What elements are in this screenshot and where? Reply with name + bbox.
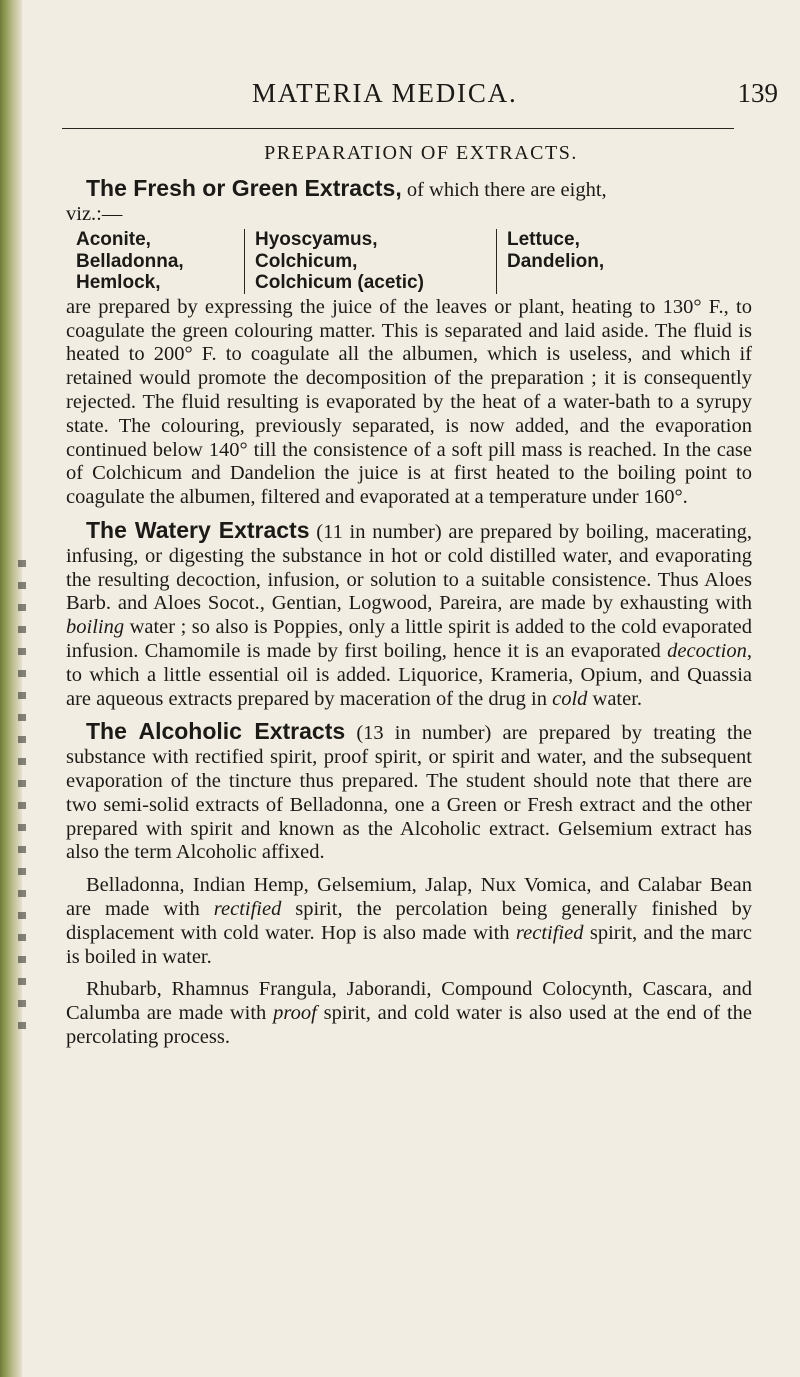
fresh-extracts-intro-text: of which there are eight, — [401, 178, 607, 201]
plant-column-2 — [244, 229, 496, 294]
watery-emphasis: cold — [552, 687, 588, 710]
alcoholic-extracts-heading: The Alcoholic Extracts — [86, 718, 346, 745]
watery-emphasis: decoction, — [667, 640, 752, 663]
page-number: 139 — [737, 78, 778, 108]
plant-name: Dandelion, — [507, 250, 605, 272]
watery-extracts-paragraph — [66, 519, 752, 711]
watery-extracts-heading: The Watery Extracts — [86, 517, 310, 544]
running-head — [62, 78, 800, 114]
alcoholic-text: spirit, and cold water is also used at the end of the percolating process. — [66, 1002, 752, 1048]
plant-name: Aconite, — [76, 229, 151, 251]
alcoholic-extracts-paragraph — [66, 720, 752, 865]
fresh-extracts-body: are prepared by expressing the juice of the leaves or plant, heating to 130° F., to coagulate the green colouring matter. This is separated and laid aside. The fluid is heated to 200° F. to coagulate all the albumen, which is useless, and which if retained would promote the decomposition of the preparation ; it is consequently rejected. The fluid resulting is evaporated by the heat of a water-bath to a syrupy state. The colouring, previously separated, is now added, and the evaporation continued below 140° till the consistence of a soft pill mass is reached. In the case of Colchicum and Dandelion the juice is at first heated to the boiling point to coagulate the albumen, filtered and evaporated at a temperature under 160°. — [66, 295, 752, 509]
proof-spirit-paragraph — [66, 978, 752, 1049]
section-title: PREPARATION OF EXTRACTS. — [264, 142, 578, 164]
plant-name: Hemlock, — [76, 272, 161, 294]
alcoholic-text: Rhubarb, Rhamnus Frangula, Jaborandi, Compound Colocynth, Cascara, and Calumba are made with — [66, 978, 752, 1025]
alcoholic-emphasis: proof — [273, 1002, 317, 1025]
viz-label: viz.:— — [66, 202, 123, 225]
watery-text: water. — [587, 687, 643, 710]
fresh-extracts-intro — [66, 174, 752, 203]
gutter-shadow-marks — [18, 560, 26, 1040]
alcoholic-text: spirit, and the marc is boiled in water. — [66, 921, 752, 968]
header-rule — [62, 128, 734, 129]
rectified-spirit-paragraph — [66, 874, 752, 969]
alcoholic-text: Belladonna, Indian Hemp, Gelsemium, Jalap, Nux Vomica, and Calabar Bean are made with — [66, 874, 752, 921]
watery-text: water ; so also is Poppies, only a little spirit is added to the cold evaporated infusion. Chamomile is made by first boiling, hence it is an evaporated — [66, 616, 752, 663]
alcoholic-text: (13 in number) are prepared by treating the substance with rectified spirit, proof spirit, or spirit and water, and the subsequent evaporation of the tincture thus prepared. The student should note that there are two semi-solid extracts of Belladonna, one a Green or Fresh extract and the other prepared with spirit and known as the Alcoholic extract. Gelsemium extract has also the term Alcoholic affixed. — [66, 722, 752, 864]
plant-name: Colchicum (acetic) — [255, 272, 424, 294]
page-body — [66, 142, 752, 1050]
watery-emphasis: boiling — [66, 616, 125, 639]
plant-name: Colchicum, — [255, 250, 358, 272]
plant-column-3 — [496, 229, 695, 294]
alcoholic-text: spirit, the percolation being generally finished by displacement with cold water. Hop is also made with — [66, 898, 752, 944]
plant-name: Hyoscyamus, — [255, 229, 378, 251]
running-head-title: MATERIA MEDICA. — [252, 78, 518, 108]
plant-name: Lettuce, — [507, 229, 580, 251]
plant-column-1 — [76, 229, 244, 294]
alcoholic-emphasis: rectified — [515, 921, 584, 944]
watery-text: (11 in number) are prepared by boiling, macerating, infusing, or digesting the substance in hot or cold distilled water, and evaporating the resulting decoction, infusion, or solution to a suitable consistence. Thus Aloes Barb. and Aloes Socot., Gentian, Logwood, Pareira, are made by exhausting with — [66, 521, 752, 615]
plant-name: Belladonna, — [76, 250, 184, 272]
alcoholic-emphasis: rectified — [213, 898, 282, 921]
fresh-extracts-heading: The Fresh or Green Extracts, — [86, 174, 402, 201]
fresh-extracts-list — [76, 229, 752, 294]
watery-text: to which a little essential oil is added. Liquorice, Krameria, Opium, and Quassia are aqueous extracts prepared by maceration of the drug in — [66, 663, 752, 710]
